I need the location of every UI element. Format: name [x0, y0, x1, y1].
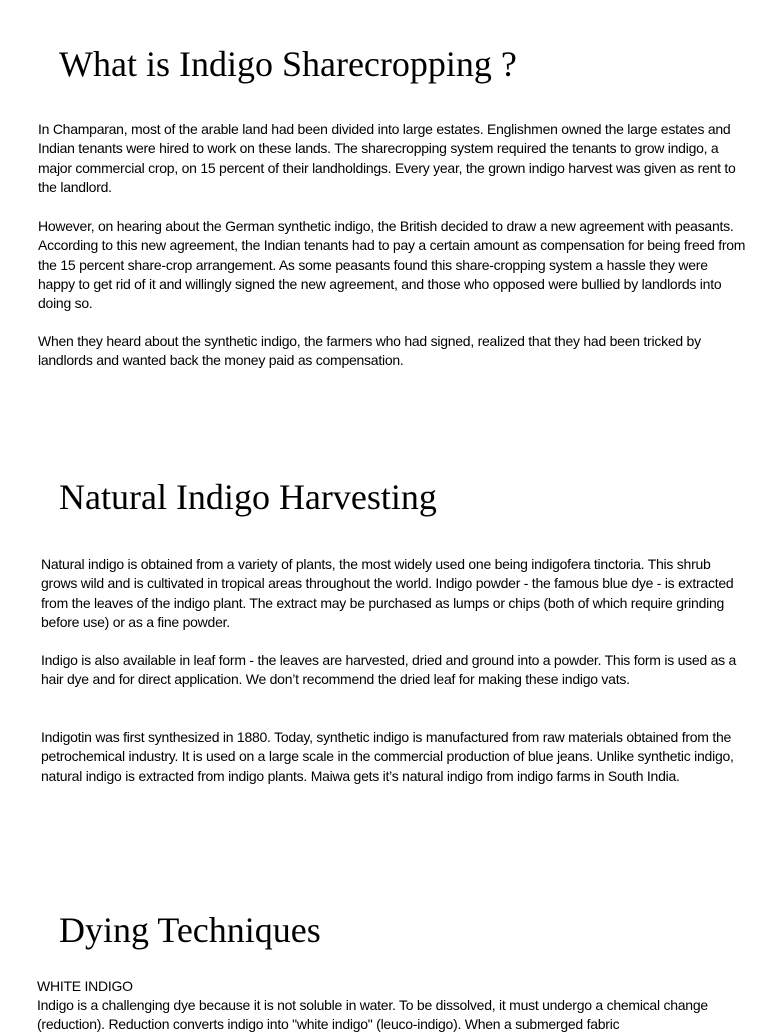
- section-heading-dying-techniques: Dying Techniques: [59, 910, 321, 950]
- subheading-white-indigo: WHITE INDIGO: [37, 978, 133, 994]
- paragraph-synthetic-indigo: Indigotin was first synthesized in 1880. Today, synthetic indigo is manufactured from raw materials obtained from the petrochemical industry. It is used on a large scale in the commercial production of blue jeans. Unlike synthetic indigo, natural indigo is extracted from indigo plants. Maiwa gets it’s natural indigo from indigo farms in South India.: [41, 729, 734, 784]
- section-heading-indigo-sharecropping: What is Indigo Sharecropping ?: [59, 44, 517, 84]
- paragraph-white-indigo: Indigo is a challenging dye because it is not soluble in water. To be dissolved, it must undergo a chemical change (reduction). Reduction converts indigo into "white indigo" (leuco-indigo). When a submerged fabric: [37, 997, 708, 1033]
- paragraph-champaran-estates: In Champaran, most of the arable land had been divided into large estates. Englishmen owned the large estates and Indian tenants were hired to work on these lands. The sharecropping system required the tenants to grow indigo, a major commercial crop, on 15 percent of their landholdings. Every year, the grown indigo harvest was given as rent to the landlord.: [38, 121, 736, 195]
- paragraph-leaf-form: Indigo is also available in leaf form - the leaves are harvested, dried and ground into a powder. This form is used as a hair dye and for direct application. We don’t recommend the dried leaf for making these indigo vats.: [41, 652, 737, 688]
- paragraph-farmers-tricked: When they heard about the synthetic indigo, the farmers who had signed, realized that they had been tricked by landlords and wanted back the money paid as compensation.: [38, 333, 701, 369]
- paragraph-natural-indigo-sources: Natural indigo is obtained from a variety of plants, the most widely used one being indigofera tinctoria. This shrub grows wild and is cultivated in tropical areas throughout the world. Indigo powder - the famous blue dye - is extracted from the leaves of the indigo plant. The extract may be purchased as lumps or chips (both of which require grinding before use) or as a fine powder.: [41, 556, 734, 630]
- paragraph-new-agreement: However, on hearing about the German synthetic indigo, the British decided to draw a new agreement with peasants. According to this new agreement, the Indian tenants had to pay a certain amount as compensation for being freed from the 15 percent share-crop arrangement. As some peasants found this share-cropping system a hassle they were happy to get rid of it and willingly signed the new agreement, and those who opposed were bullied by landlords into doing so.: [38, 218, 746, 312]
- section-heading-natural-indigo-harvesting: Natural Indigo Harvesting: [59, 477, 437, 517]
